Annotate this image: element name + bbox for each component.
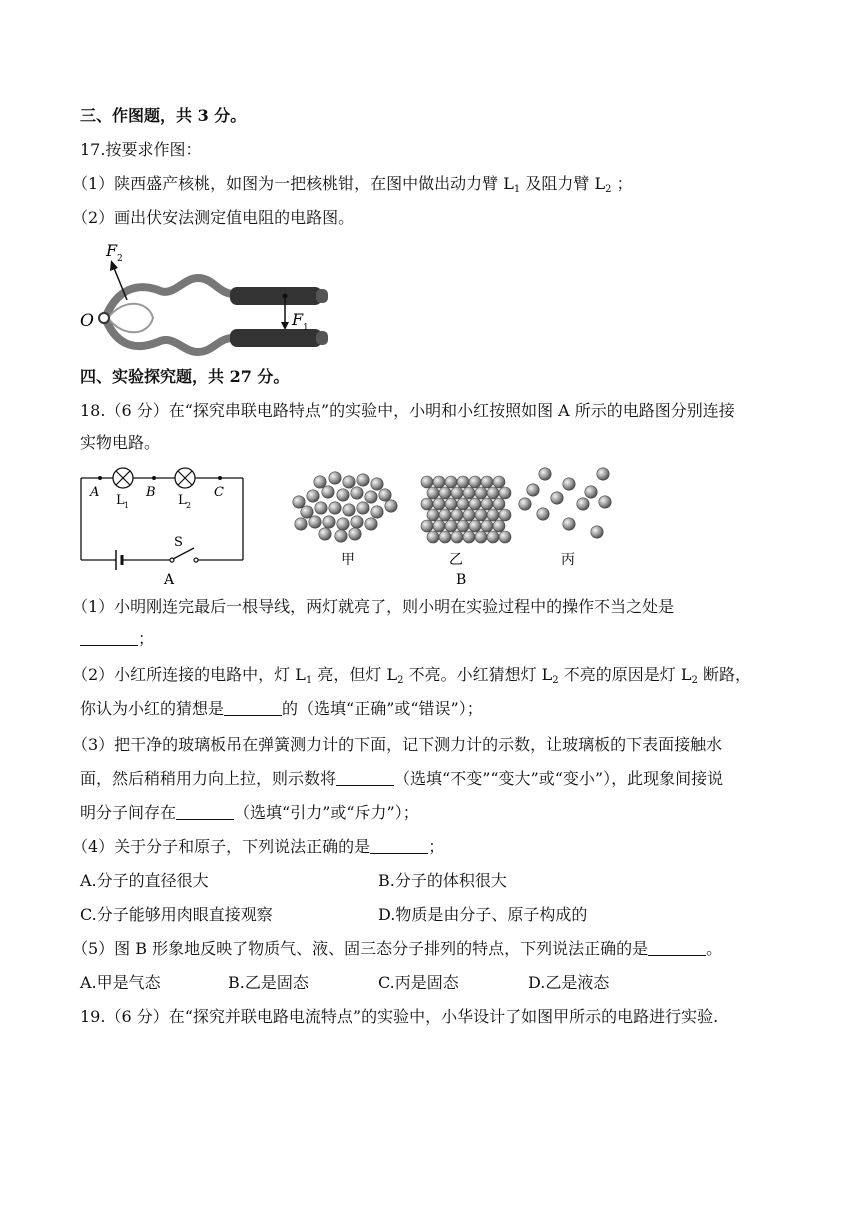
- question-17-part-2: （2）画出伏安法测定值电阻的电路图。: [72, 208, 355, 227]
- q18-p5-option-c: C.丙是固态: [378, 973, 459, 992]
- molecule-ball: [427, 509, 439, 521]
- molecule-ball: [463, 531, 475, 543]
- molecule-ball: [433, 520, 445, 532]
- molecule-ball: [457, 498, 469, 510]
- molecule-ball: [349, 528, 361, 540]
- figure-b-caption: B: [456, 572, 467, 588]
- molecule-ball: [493, 520, 505, 532]
- question-19-stem: 19.（6 分）在“探究并联电路电流特点”的实验中，小华设计了如图甲所示的电路进行实验.: [80, 1007, 719, 1026]
- molecule-ball: [445, 520, 457, 532]
- label-bing: 丙: [561, 552, 575, 568]
- svg-text:2: 2: [117, 254, 123, 264]
- molecule-ball: [301, 506, 313, 518]
- force-f2-label: F: [106, 241, 118, 260]
- molecule-ball: [499, 531, 511, 543]
- molecule-ball: [357, 502, 369, 514]
- q18-part-5: （5）图 B 形象地反映了物质气、液、固三态分子排列的特点，下列说法正确的是 。: [72, 939, 723, 958]
- pivot-label-o: O: [80, 311, 94, 331]
- molecule-ball: [481, 476, 493, 488]
- molecule-ball: [337, 518, 349, 530]
- molecule-ball: [539, 468, 551, 480]
- molecule-ball: [493, 498, 505, 510]
- molecule-ball: [371, 506, 383, 518]
- molecule-ball: [337, 489, 349, 501]
- molecule-ball: [527, 484, 539, 496]
- molecule-ball: [537, 508, 549, 520]
- section-3-heading: 三、作图题，共 3 分。: [80, 106, 247, 125]
- molecule-ball: [293, 496, 305, 508]
- molecule-ball: [439, 509, 451, 521]
- molecule-ball: [551, 492, 563, 504]
- molecule-ball: [385, 500, 397, 512]
- molecule-ball: [343, 476, 355, 488]
- molecule-ball: [499, 509, 511, 521]
- molecule-ball: [433, 476, 445, 488]
- gas-state-bing: [519, 468, 611, 538]
- q18-part-3-line-1: （3）把干净的玻璃板吊在弹簧测力计的下面，记下测力计的示数，让玻璃板的下表面接触水: [72, 735, 723, 754]
- molecule-ball: [469, 476, 481, 488]
- molecule-ball: [351, 516, 363, 528]
- upper-handle-grip: [230, 287, 322, 305]
- lamp-l2: [175, 468, 195, 488]
- q18-part-3-line-3: 明分子间存在 （选填“引力”或“斥力”）；: [80, 803, 419, 822]
- molecule-ball: [457, 520, 469, 532]
- molecule-ball: [563, 478, 575, 490]
- molecule-ball: [469, 520, 481, 532]
- q18-part-1: （1）小明刚连完最后一根导线，两灯就亮了，则小明在实验过程中的操作不当之处是: [72, 597, 675, 616]
- molecule-ball: [475, 509, 487, 521]
- molecule-ball: [577, 498, 589, 510]
- pivot-point: [99, 313, 109, 323]
- molecule-ball: [323, 516, 335, 528]
- molecule-ball: [309, 516, 321, 528]
- q18-p4-option-b: B.分子的体积很大: [378, 871, 507, 890]
- molecule-ball: [585, 486, 597, 498]
- molecule-ball: [487, 509, 499, 521]
- molecule-ball: [439, 531, 451, 543]
- q18-p4-option-a: A.分子的直径很大: [80, 871, 209, 890]
- q18-p4-option-c: C.分子能够用肉眼直接观察: [80, 905, 273, 924]
- q18-part-4: （4）关于分子和原子，下列说法正确的是 ；: [72, 837, 445, 856]
- svg-text:C: C: [214, 485, 224, 500]
- molecule-ball: [463, 487, 475, 499]
- liquid-state-jia: [293, 472, 397, 542]
- svg-text:A: A: [90, 485, 100, 500]
- lamp-l1: [113, 468, 133, 488]
- label-yi: 乙: [449, 552, 463, 568]
- molecule-ball: [427, 487, 439, 499]
- q18-p4-option-d: D.物质是由分子、原子构成的: [378, 905, 588, 924]
- molecule-ball: [469, 498, 481, 510]
- question-18-stem-line-2: 实物电路。: [80, 433, 161, 452]
- molecule-ball: [445, 476, 457, 488]
- question-17-stem: 17.按要求作图：: [80, 140, 202, 159]
- molecule-ball: [599, 496, 611, 508]
- molecule-ball: [329, 472, 341, 484]
- q18-part-2: （2）小红所连接的电路中，灯 $L_1$ 亮，但灯 $L_2$ 不亮。小红猜想灯 $L_2$ 不亮的原因是灯 $L_2$ 断路，: [72, 665, 751, 686]
- nutcracker-figure: [78, 238, 338, 358]
- molecule-ball: [365, 491, 377, 503]
- molecule-ball: [371, 478, 383, 490]
- molecule-ball: [322, 486, 334, 498]
- molecule-ball: [295, 518, 307, 530]
- molecule-ball: [433, 498, 445, 510]
- molecule-ball: [475, 487, 487, 499]
- molecule-ball: [563, 518, 575, 530]
- molecule-ball: [319, 528, 331, 540]
- svg-text:1: 1: [303, 323, 309, 333]
- molecule-ball: [481, 520, 493, 532]
- question-17-part-1: （1）陕西盛产核桃，如图为一把核桃钳，在图中做出动力臂 $L_1$ 及阻力臂 $L_2$ ；: [72, 174, 633, 195]
- molecule-ball: [463, 509, 475, 521]
- svg-text:S: S: [174, 535, 183, 550]
- molecule-ball: [457, 476, 469, 488]
- svg-text:L: L: [178, 493, 187, 508]
- molecule-ball: [487, 531, 499, 543]
- molecule-ball: [315, 502, 327, 514]
- molecule-ball: [451, 487, 463, 499]
- molecule-states-figure-b: [285, 462, 625, 588]
- molecule-ball: [475, 531, 487, 543]
- svg-text:L: L: [116, 493, 125, 508]
- label-jia: 甲: [341, 552, 355, 568]
- q18-p5-option-b: B.乙是固态: [228, 973, 309, 992]
- circuit-diagram-a: [78, 464, 248, 588]
- q18-p5-option-d: D.乙是液态: [528, 973, 610, 992]
- molecule-ball: [591, 526, 603, 538]
- molecule-ball: [519, 498, 531, 510]
- molecule-ball: [343, 504, 355, 516]
- force-f1-label: F: [292, 310, 304, 329]
- molecule-ball: [379, 489, 391, 501]
- molecule-ball: [421, 520, 433, 532]
- molecule-ball: [427, 531, 439, 543]
- molecule-ball: [487, 487, 499, 499]
- question-18-stem-line-1: 18.（6 分）在“探究串联电路特点”的实验中，小明和小红按照如图 A 所示的电路图分别连接: [80, 401, 735, 420]
- molecule-ball: [451, 509, 463, 521]
- molecule-ball: [481, 498, 493, 510]
- solid-state-yi: [421, 476, 511, 543]
- molecule-ball: [451, 531, 463, 543]
- q18-part-3-line-2: 面，然后稍稍用力向上拉，则示数将 （选填“不变”“变大”或“变小”），此现象间接说: [80, 769, 724, 788]
- svg-text:1: 1: [124, 501, 130, 510]
- molecule-ball: [335, 530, 347, 542]
- molecule-ball: [421, 476, 433, 488]
- figure-a-caption: A: [164, 572, 175, 588]
- q18-p5-option-a: A.甲是气态: [80, 973, 161, 992]
- molecule-ball: [597, 468, 609, 480]
- molecule-ball: [439, 487, 451, 499]
- section-4-heading: 四、实验探究题，共 27 分。: [80, 367, 290, 386]
- molecule-ball: [329, 502, 341, 514]
- q18-part-1-answer: ；: [80, 628, 154, 650]
- molecule-ball: [499, 487, 511, 499]
- molecule-ball: [314, 476, 326, 488]
- svg-text:B: B: [146, 485, 156, 500]
- molecule-ball: [307, 490, 319, 502]
- molecule-ball: [357, 474, 369, 486]
- molecule-ball: [445, 498, 457, 510]
- svg-text:2: 2: [186, 501, 192, 510]
- molecule-ball: [351, 487, 363, 499]
- molecule-ball: [365, 518, 377, 530]
- molecule-ball: [421, 498, 433, 510]
- q18-part-2-line-2: 你认为小红的猜想是 的（选填“正确”或“错误”）；: [80, 699, 483, 718]
- molecule-ball: [493, 476, 505, 488]
